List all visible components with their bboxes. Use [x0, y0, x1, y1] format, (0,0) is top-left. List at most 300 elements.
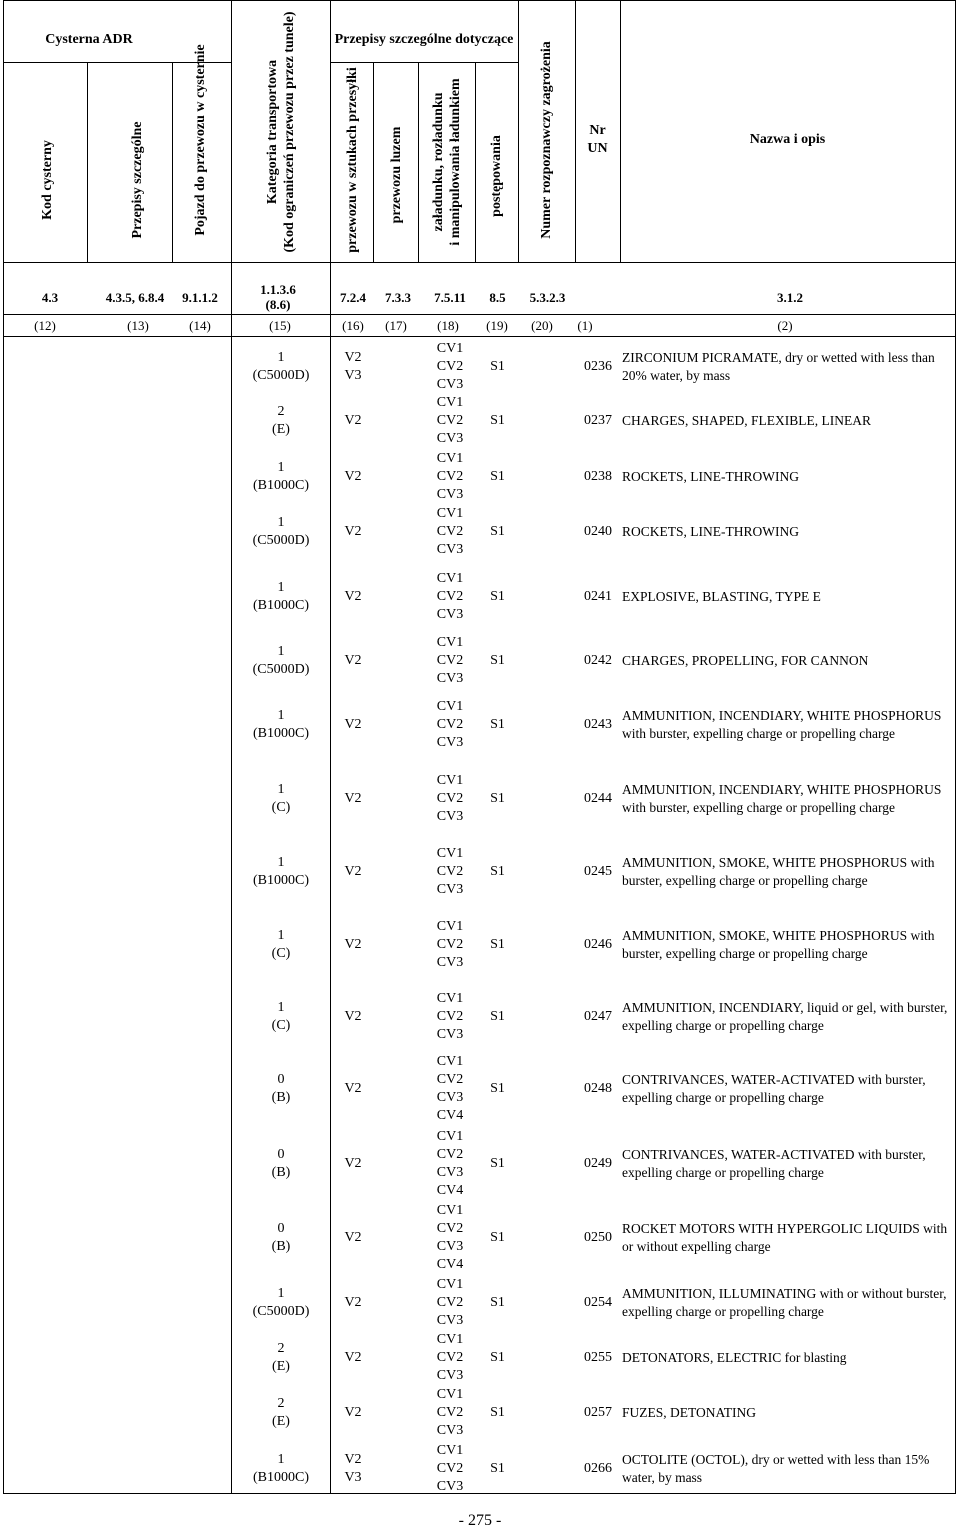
transport-category-line: (B): [271, 1239, 291, 1254]
special-provisions-packages: [333, 1275, 373, 1330]
un-number: [577, 835, 619, 908]
header-zaladunku-line2: i manipulowania ładunkiem: [448, 78, 463, 246]
colnum-16: (16): [342, 318, 364, 333]
grid-line: [518, 0, 519, 262]
un-number: [577, 1330, 619, 1385]
grid-line: [373, 62, 374, 262]
transport-category-line: 1: [277, 579, 285, 595]
un-number-line: 0248: [584, 1081, 612, 1096]
transport-category-line: (C5000D): [252, 661, 310, 677]
name-description: ROCKETS, LINE-THROWING: [622, 524, 799, 539]
name-description: CONTRIVANCES, WATER-ACTIVATED with burster, expelling charge or propelling charge: [622, 1072, 926, 1105]
special-provisions-handling-line: CV3: [436, 1164, 464, 1180]
un-number: [577, 560, 619, 633]
special-provisions-operation-line: S1: [490, 358, 505, 374]
special-provisions-operation: [480, 1126, 515, 1201]
special-provisions-handling-line: CV3: [436, 606, 464, 622]
un-number-line: 0243: [584, 717, 612, 732]
transport-category-line: (B): [271, 1164, 291, 1180]
special-provisions-packages-line: V2: [344, 588, 362, 604]
un-number: [577, 504, 619, 560]
special-provisions-operation-line: S1: [490, 1294, 505, 1310]
un-number: [577, 688, 619, 762]
un-number: [577, 1126, 619, 1201]
transport-category: [236, 1330, 326, 1385]
colnum-18: (18): [437, 318, 459, 333]
grid-line: [87, 62, 88, 262]
grid-line: [418, 62, 419, 262]
special-provisions-handling-line: CV2: [436, 358, 464, 374]
transport-category-line: 1: [277, 459, 285, 475]
header-przepisy-dotyczace: Przepisy szczególne dotyczące: [334, 32, 514, 47]
ref-17: 7.3.3: [385, 290, 411, 305]
special-provisions-packages: [333, 1330, 373, 1385]
special-provisions-handling: [425, 1201, 475, 1275]
special-provisions-handling-line: CV2: [436, 1072, 464, 1087]
transport-category-line: 0: [277, 1221, 285, 1236]
special-provisions-handling-line: CV1: [436, 1128, 464, 1144]
special-provisions-operation: [480, 393, 515, 449]
special-provisions-operation: [480, 1330, 515, 1385]
name-description: AMMUNITION, INCENDIARY, liquid or gel, with burster, expelling charge or propelling charge: [622, 1000, 948, 1033]
un-number-line: 0242: [584, 652, 612, 668]
special-provisions-packages-line: V2: [344, 1405, 362, 1420]
transport-category: [236, 504, 326, 560]
special-provisions-handling: [425, 688, 475, 762]
special-provisions-handling-line: CV3: [436, 486, 464, 502]
header-kod-cysterny: Kod cysterny: [39, 140, 55, 220]
un-number: [577, 1385, 619, 1441]
name-description: EXPLOSIVE, BLASTING, TYPE E: [622, 588, 821, 604]
name-description: ROCKETS, LINE-THROWING: [622, 468, 799, 484]
special-provisions-packages-line: V2: [344, 524, 362, 539]
special-provisions-packages-line: V2: [344, 863, 362, 879]
special-provisions-packages: [333, 1385, 373, 1441]
transport-category-line: 2: [277, 1396, 285, 1411]
name-description: CHARGES, SHAPED, FLEXIBLE, LINEAR: [622, 413, 872, 428]
special-provisions-operation-line: S1: [490, 468, 505, 484]
special-provisions-handling-line: CV4: [436, 1182, 464, 1198]
header-kategoria: [261, 12, 301, 252]
transport-category-line: (C): [271, 799, 291, 815]
transport-category-line: (B1000C): [253, 872, 309, 888]
header-pojazd: Pojazd do przewozu w cysternie: [192, 44, 208, 236]
special-provisions-handling-line: CV2: [436, 717, 464, 732]
table-row: [0, 908, 960, 982]
special-provisions-handling-line: CV3: [436, 808, 464, 824]
special-provisions-handling-line: CV1: [436, 1387, 464, 1402]
name-description: AMMUNITION, INCENDIARY, WHITE PHOSPHORUS with burster, expelling charge or propelling charge: [622, 781, 942, 815]
header-zaladunku-line1: załadunku, rozładunku: [431, 92, 446, 232]
ref-16: 7.2.4: [340, 290, 366, 305]
grid-line: [3, 336, 956, 337]
table-row: [0, 1052, 960, 1126]
special-provisions-handling-line: CV1: [436, 1054, 464, 1069]
special-provisions-handling: [425, 1052, 475, 1126]
transport-category: [236, 762, 326, 835]
table-row: [0, 1330, 960, 1385]
name-description: OCTOLITE (OCTOL), dry or wetted with less than 15% water, by mass: [622, 1452, 930, 1485]
table-row: [0, 982, 960, 1052]
special-provisions-packages: [333, 1052, 373, 1126]
transport-category-line: 1: [277, 854, 285, 870]
special-provisions-packages-line: V2: [344, 1452, 362, 1467]
transport-category-line: (B1000C): [253, 726, 309, 741]
special-provisions-packages: [333, 1126, 373, 1201]
special-provisions-handling-line: CV2: [436, 1461, 464, 1476]
transport-category-line: (B): [271, 1090, 291, 1105]
special-provisions-packages-line: V2: [344, 652, 362, 668]
special-provisions-handling: [425, 449, 475, 504]
ref-2: 3.1.2: [777, 290, 803, 305]
special-provisions-handling-line: CV3: [436, 1090, 464, 1105]
special-provisions-operation: [480, 1441, 515, 1497]
special-provisions-handling-line: CV3: [436, 431, 464, 446]
transport-category-line: (C): [271, 946, 291, 961]
special-provisions-operation: [480, 340, 515, 393]
transport-category-line: (E): [272, 1358, 290, 1374]
table-row: [0, 1385, 960, 1441]
transport-category: [236, 982, 326, 1052]
name-description: AMMUNITION, INCENDIARY, WHITE PHOSPHORUS with burster, expelling charge or propelling charge: [622, 708, 942, 741]
ref-15-line2: (8.6): [265, 297, 291, 312]
un-number-line: 0255: [584, 1349, 612, 1365]
header-kategoria-line2: (Kod ograniczeń przewozu przez tunele): [282, 11, 297, 253]
special-provisions-handling-line: CV3: [436, 670, 464, 686]
special-provisions-packages: [333, 633, 373, 688]
name-description: DETONATORS, ELECTRIC for blasting: [622, 1349, 847, 1365]
special-provisions-handling-line: CV1: [436, 506, 464, 521]
name-description: ZIRCONIUM PICRAMATE, dry or wetted with less than 20% water, by mass: [622, 349, 935, 383]
un-number: [577, 908, 619, 982]
table-row: [0, 449, 960, 504]
special-provisions-operation: [480, 504, 515, 560]
special-provisions-packages-line: V2: [344, 1081, 362, 1096]
transport-category-line: 1: [277, 928, 285, 943]
table-row: [0, 762, 960, 835]
un-number: [577, 762, 619, 835]
transport-category: [236, 908, 326, 982]
transport-category: [236, 393, 326, 449]
special-provisions-handling-line: CV2: [436, 524, 464, 539]
special-provisions-packages-line: V2: [344, 937, 362, 952]
transport-category-line: (E): [272, 422, 290, 437]
un-number-line: 0236: [584, 358, 612, 374]
special-provisions-operation: [480, 1385, 515, 1441]
name-description: CHARGES, PROPELLING, FOR CANNON: [622, 652, 869, 668]
table-row: [0, 393, 960, 449]
special-provisions-operation: [480, 1201, 515, 1275]
special-provisions-operation-line: S1: [490, 1009, 505, 1024]
special-provisions-handling-line: CV2: [436, 1221, 464, 1236]
special-provisions-handling-line: CV2: [436, 863, 464, 879]
special-provisions-handling-line: CV4: [436, 1257, 464, 1272]
special-provisions-operation-line: S1: [490, 413, 505, 428]
special-provisions-operation-line: S1: [490, 588, 505, 604]
un-number-line: 0237: [584, 413, 612, 428]
special-provisions-packages: [333, 449, 373, 504]
special-provisions-handling-line: CV3: [436, 1479, 464, 1494]
special-provisions-handling-line: CV3: [436, 542, 464, 557]
special-provisions-operation-line: S1: [490, 1230, 505, 1245]
un-number: [577, 340, 619, 393]
un-number-line: 0266: [584, 1461, 612, 1476]
un-number: [577, 1052, 619, 1126]
header-kategoria-line1: Kategoria transportowa: [265, 59, 280, 205]
special-provisions-packages: [333, 1201, 373, 1275]
special-provisions-handling-line: CV3: [436, 1367, 464, 1383]
table-row: [0, 340, 960, 393]
special-provisions-handling-line: CV2: [436, 1294, 464, 1310]
special-provisions-packages-line: V2: [344, 468, 362, 484]
special-provisions-handling-line: CV3: [436, 1312, 464, 1328]
transport-category: [236, 560, 326, 633]
transport-category-line: 0: [277, 1146, 285, 1162]
special-provisions-packages: [333, 340, 373, 393]
special-provisions-handling-line: CV3: [436, 1423, 464, 1438]
special-provisions-operation: [480, 1275, 515, 1330]
special-provisions-handling-line: CV2: [436, 1349, 464, 1365]
special-provisions-packages-line: V2: [344, 1294, 362, 1310]
special-provisions-handling-line: CV3: [436, 735, 464, 750]
special-provisions-packages-line: V2: [344, 1155, 362, 1171]
transport-category-line: 1: [277, 349, 285, 365]
un-number: [577, 449, 619, 504]
transport-category-line: (B1000C): [253, 597, 309, 613]
special-provisions-handling-line: CV1: [436, 1331, 464, 1347]
transport-category-line: (B1000C): [253, 477, 309, 493]
header-sztukach: przewozu w sztukach przesyłki: [344, 67, 360, 253]
transport-category: [236, 1385, 326, 1441]
ref-13: 4.3.5, 6.8.4: [105, 290, 165, 305]
special-provisions-handling-line: CV1: [436, 772, 464, 788]
special-provisions-operation-line: S1: [490, 863, 505, 879]
special-provisions-handling: [425, 982, 475, 1052]
name-description: ROCKET MOTORS WITH HYPERGOLIC LIQUIDS with or without expelling charge: [622, 1221, 948, 1254]
special-provisions-handling-line: CV2: [436, 468, 464, 484]
ref-12: 4.3: [41, 290, 59, 305]
transport-category: [236, 449, 326, 504]
transport-category-line: (C5000D): [252, 533, 310, 548]
special-provisions-packages: [333, 1441, 373, 1497]
special-provisions-operation-line: S1: [490, 652, 505, 668]
un-number: [577, 393, 619, 449]
name-description: FUZES, DETONATING: [622, 1405, 756, 1420]
colnum-12: (12): [34, 318, 56, 333]
table-row: [0, 1201, 960, 1275]
un-number: [577, 1275, 619, 1330]
special-provisions-packages-line: V2: [344, 790, 362, 806]
colnum-14: (14): [189, 318, 211, 333]
special-provisions-handling-line: CV1: [436, 1443, 464, 1458]
header-luzem: przewozu luzem: [388, 126, 404, 224]
transport-category: [236, 1441, 326, 1497]
un-number-line: 0257: [584, 1405, 612, 1420]
special-provisions-packages-line: V2: [344, 349, 362, 365]
transport-category-line: 1: [277, 515, 285, 530]
table-row: [0, 560, 960, 633]
transport-category: [236, 1201, 326, 1275]
header-nazwa: Nazwa i opis: [749, 132, 826, 147]
un-number-line: 0247: [584, 1009, 612, 1024]
special-provisions-operation-line: S1: [490, 1461, 505, 1476]
ref-20: 5.3.2.3: [529, 290, 566, 305]
special-provisions-handling: [425, 908, 475, 982]
special-provisions-operation: [480, 982, 515, 1052]
transport-category: [236, 633, 326, 688]
special-provisions-handling-line: CV1: [436, 570, 464, 586]
table-row: [0, 1126, 960, 1201]
transport-category-line: 1: [277, 781, 285, 797]
un-number-line: 0246: [584, 937, 612, 952]
special-provisions-operation-line: S1: [490, 1349, 505, 1365]
transport-category: [236, 688, 326, 762]
colnum-17: (17): [385, 318, 407, 333]
special-provisions-handling-line: CV1: [436, 395, 464, 410]
grid-line: [620, 0, 621, 262]
un-number-line: 0249: [584, 1155, 612, 1171]
colnum-19: (19): [486, 318, 508, 333]
un-number-line: 0244: [584, 790, 612, 806]
special-provisions-handling-line: CV2: [436, 652, 464, 668]
transport-category: [236, 340, 326, 393]
name-description: AMMUNITION, SMOKE, WHITE PHOSPHORUS with burster, expelling charge or propelling charge: [622, 854, 935, 888]
special-provisions-handling-line: CV2: [436, 1009, 464, 1024]
table-row: [0, 1441, 960, 1497]
special-provisions-packages-line: V2: [344, 1230, 362, 1245]
special-provisions-packages-line: V3: [344, 367, 362, 383]
un-number-line: 0238: [584, 468, 612, 484]
special-provisions-handling: [425, 504, 475, 560]
special-provisions-handling-line: CV1: [436, 845, 464, 861]
un-number: [577, 633, 619, 688]
colnum-1: (1): [577, 318, 593, 333]
un-number: [577, 982, 619, 1052]
header-przepisy-szczegolne: Przepisy szczególne: [129, 121, 145, 239]
transport-category-line: 1: [277, 708, 285, 723]
transport-category-line: (B1000C): [253, 1470, 309, 1485]
transport-category-line: 0: [277, 1072, 285, 1087]
special-provisions-operation: [480, 835, 515, 908]
header-zaladunku: [427, 42, 467, 282]
special-provisions-packages: [333, 908, 373, 982]
special-provisions-handling-line: CV2: [436, 1146, 464, 1162]
transport-category: [236, 1126, 326, 1201]
transport-category: [236, 1052, 326, 1126]
un-number-line: 0254: [584, 1294, 612, 1310]
special-provisions-handling: [425, 560, 475, 633]
table-row: [0, 1275, 960, 1330]
special-provisions-handling-line: CV3: [436, 881, 464, 897]
transport-category-line: 2: [277, 1340, 285, 1356]
transport-category-line: 1: [277, 1000, 285, 1015]
special-provisions-operation-line: S1: [490, 1155, 505, 1171]
special-provisions-packages: [333, 835, 373, 908]
un-number: [577, 1201, 619, 1275]
special-provisions-handling: [425, 633, 475, 688]
un-number-line: 0240: [584, 524, 612, 539]
name-description: CONTRIVANCES, WATER-ACTIVATED with burster, expelling charge or propelling charge: [622, 1146, 926, 1180]
special-provisions-packages: [333, 504, 373, 560]
special-provisions-handling-line: CV1: [436, 340, 464, 356]
special-provisions-packages-line: V3: [344, 1470, 362, 1485]
un-number-line: 0241: [584, 588, 612, 604]
transport-category-line: (C5000D): [252, 1303, 310, 1319]
special-provisions-operation: [480, 449, 515, 504]
special-provisions-handling-line: CV2: [436, 937, 464, 952]
transport-category-line: 2: [277, 404, 285, 419]
ref-18: 7.5.11: [434, 290, 466, 305]
special-provisions-handling: [425, 835, 475, 908]
ref-15-line1: 1.1.3.6: [260, 282, 296, 297]
table-row: [0, 504, 960, 560]
special-provisions-handling-line: CV2: [436, 588, 464, 604]
transport-category: [236, 1275, 326, 1330]
special-provisions-operation: [480, 908, 515, 982]
special-provisions-packages: [333, 762, 373, 835]
special-provisions-handling: [425, 1385, 475, 1441]
special-provisions-operation: [480, 560, 515, 633]
special-provisions-handling-line: CV1: [436, 991, 464, 1006]
special-provisions-handling-line: CV1: [436, 919, 464, 934]
special-provisions-packages: [333, 688, 373, 762]
special-provisions-handling-line: CV3: [436, 1027, 464, 1042]
transport-category-line: 1: [277, 1452, 285, 1467]
name-description: AMMUNITION, ILLUMINATING with or without burster, expelling charge or propelling charge: [622, 1285, 947, 1319]
name-description: AMMUNITION, SMOKE, WHITE PHOSPHORUS with burster, expelling charge or propelling charge: [622, 928, 935, 961]
grid-line: [3, 0, 956, 1]
colnum-20: (20): [531, 318, 553, 333]
colnum-15: (15): [269, 318, 291, 333]
special-provisions-handling-line: CV4: [436, 1108, 464, 1123]
table-row: [0, 835, 960, 908]
special-provisions-handling: [425, 393, 475, 449]
special-provisions-handling: [425, 1275, 475, 1330]
special-provisions-handling-line: CV3: [436, 1239, 464, 1254]
special-provisions-operation-line: S1: [490, 937, 505, 952]
special-provisions-packages-line: V2: [344, 1009, 362, 1024]
header-postepowania: postępowania: [488, 135, 504, 217]
ref-14: 9.1.1.2: [182, 290, 218, 305]
un-number-line: 0245: [584, 863, 612, 879]
special-provisions-packages-line: V2: [344, 717, 362, 732]
table-row: [0, 688, 960, 762]
special-provisions-handling: [425, 1126, 475, 1201]
special-provisions-handling-line: CV2: [436, 1405, 464, 1420]
un-number-line: 0250: [584, 1230, 612, 1245]
special-provisions-operation-line: S1: [490, 790, 505, 806]
transport-category-line: 1: [277, 643, 285, 659]
special-provisions-operation-line: S1: [490, 717, 505, 732]
special-provisions-handling-line: CV3: [436, 376, 464, 392]
transport-category: [236, 835, 326, 908]
special-provisions-handling-line: CV1: [436, 450, 464, 466]
special-provisions-operation-line: S1: [490, 1405, 505, 1420]
transport-category-line: (E): [272, 1414, 290, 1429]
special-provisions-packages: [333, 393, 373, 449]
special-provisions-operation-line: S1: [490, 524, 505, 539]
special-provisions-operation-line: S1: [490, 1081, 505, 1096]
transport-category-line: (C): [271, 1018, 291, 1033]
colnum-13: (13): [127, 318, 149, 333]
special-provisions-handling-line: CV2: [436, 790, 464, 806]
grid-line: [3, 314, 956, 315]
special-provisions-packages: [333, 982, 373, 1052]
transport-category-line: (C5000D): [252, 367, 310, 383]
special-provisions-packages-line: V2: [344, 1349, 362, 1365]
special-provisions-operation: [480, 633, 515, 688]
transport-category-line: 1: [277, 1285, 285, 1301]
